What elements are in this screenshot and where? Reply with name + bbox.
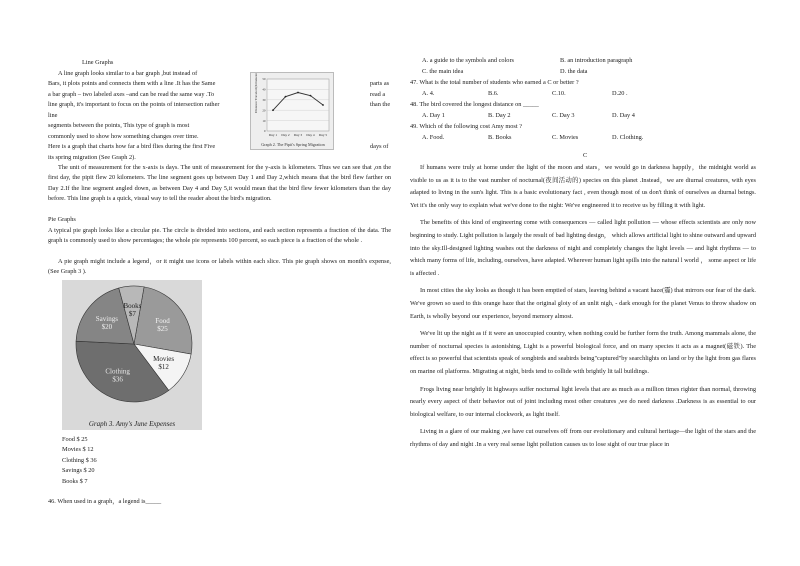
graph2-point (297, 92, 299, 94)
graph2-point (272, 109, 274, 111)
graph2-ylabel: Distance Traveled (Kilometers) (254, 73, 258, 113)
graph2-caption: Graph 2. The Pipit's Spring Migration (261, 142, 325, 147)
graph3-slice-value: $20 (101, 323, 113, 332)
graph3-svg (62, 280, 202, 430)
q46-option-a: A. a guide to the symbols and colors (422, 57, 514, 64)
graph3-slice-label: Food (155, 317, 170, 326)
graph2-point (285, 96, 287, 98)
para-legend: A pie graph might include a legend，or it might use icons or labels within each slice. This pie graph shows on month's expense, (See Graph 3 ). (48, 258, 391, 276)
q49-option-a: A. Food. (422, 134, 445, 141)
list-item: Movies $ 12 (62, 446, 94, 454)
right-frag3: than the (370, 101, 391, 108)
q47-option-c: C.10. (552, 90, 566, 97)
graph3-slice-label: Savings (95, 315, 118, 324)
passage-para-5: Frogs living near brightly lit highways suffer nocturnal light levels that are as much as a million times righter than normal, throwing nearly every aspect of their behavior out of joint including most other creatures ,we do need darkness .Darkness is as essential to our biological welfare, to our internal clockwork, as light itself. (410, 385, 756, 418)
q48-option-a: A. Day 1 (422, 112, 445, 119)
expense-list (62, 435, 97, 487)
graph2-plot-area (267, 79, 329, 131)
q46-option-b: B. an introduction paragraph (560, 57, 633, 64)
graph2-xtick-label: Day 3 (293, 133, 303, 137)
q48-option-b: B. Day 2 (488, 112, 511, 119)
question-48: 48. The bird covered the longest distance on _____ (410, 101, 539, 108)
passage-para-1: If humans were truly at home under the light of the moon and stars，we would go in darkness happily，the midnight world as visible to us as it is to the vast number of nocturnal(夜间活动的) species on this planet .Instead，we are diurnal creatures, with eyes adapted to living in the sun's light. This is a basic evolutionary fact , even though most of us don't think of ourselves as diurnal beings. Yet it's the only way to explain what we've done to the night: We've engineered it to receive us by filling it with light. (410, 164, 756, 209)
graph2-xtick-label: Day 5 (318, 133, 328, 137)
q49-option-c: C. Movies (552, 134, 579, 141)
passage-c-heading: C (583, 152, 588, 159)
graph2-line-chart (250, 72, 334, 150)
right-frag4: days of (370, 143, 389, 150)
question-47: 47. What is the total number of students who earned a C or better ? (410, 79, 579, 86)
para-pie: A typical pie graph looks like a circular pie. The circle is divided into sections, and each section represents a fraction of the data. The graph is commonly used to show percentages; the whole pie represents 100 percent, so each piece is a fraction of the whole . (48, 227, 391, 245)
para-xaxis: The unit of measurement for the x-axis is days. The unit of measurement for the y-axis is kilometers. Thus we can see that ,on the first day, the pipit flew 20 kilometers. The line segment goes up between Day 1 and Day 2,which means that the bird flew farther on Day 2.If the line segment angled down, as between Day 4 and Day 5,it would mean that the bird flew fewer kilometers than the day before. This line graph is a quick, visual way to tell the reader about the bird's migration. (48, 164, 391, 203)
q46-option-d: D. the data (560, 68, 588, 75)
q47-option-d: D.20 . (612, 90, 628, 97)
left-column (48, 0, 391, 566)
list-item: Savings $ 20 (62, 467, 95, 475)
line-graphs-heading: Line Graphs (82, 59, 114, 66)
pie-graphs-heading: Pie Graphs (48, 216, 76, 223)
graph3-slice-value: $25 (157, 325, 168, 334)
graph3-slice-value: $7 (128, 310, 136, 319)
q48-option-d: D. Day 4 (612, 112, 635, 119)
graph2-point (310, 95, 312, 97)
question-49: 49. Which of the following cost Amy most ? (410, 123, 522, 130)
graph3-slice-label: Movies (153, 355, 175, 364)
graph3-slice-label: Books (123, 302, 142, 311)
para-line3: a bar graph – two labeled axes –and can be read the same way .To (48, 91, 215, 98)
question-46: 46. When used in a graph，a legend is_____ (48, 498, 162, 505)
graph3-slice-value: $12 (158, 363, 169, 372)
graph2-xtick-label: Day 1 (268, 133, 278, 137)
passage-para-2: The benefits of this kind of engineering come with consequences — called light pollution — whose effects scientists are only now beginning to study. Light pollution is largely the result of bad lighting design， which allows artificial light to shine outward and upward into the sky.Ill-designed lighting washes out the darkness of night and completely changes the light levels — and light rhythms — to which many forms of life, including, ourselves, have adapted. Wherever human light spills into the natural l world ， some aspect or life is affected . (410, 219, 756, 277)
graph2-yticks (262, 77, 266, 133)
list-item: Books $ 7 (62, 477, 88, 485)
q47-option-a: A. 4. (422, 90, 435, 97)
graph3-caption: Graph 3. Amy's June Expenses (88, 420, 176, 428)
graph2-xtick-label: Day 4 (306, 133, 315, 137)
graph2-ytick-label: 20 (262, 108, 266, 113)
para-line4: line graph, it's important to focus on the points of intersection rather (48, 101, 220, 108)
para-line2: Bars, it plots points and connects them with a line .It has the Same (48, 80, 216, 87)
graph3-slice-value: $36 (112, 375, 123, 384)
graph2-ytick-label: 0 (263, 129, 266, 134)
q49-option-d: D. Clothing. (612, 134, 644, 141)
graph2-ytick-label: 10 (262, 118, 266, 123)
para-line1: A line graph looks similar to a bar graph ,but instead of (58, 70, 198, 77)
q47-option-b: B.6. (488, 90, 499, 97)
para-line9: its spring migration (See Graph 2). (48, 154, 136, 161)
graph3-slice-label: Clothing (105, 367, 130, 376)
passage-para-6: Living in a glare of our making ,we have cut ourselves off from our evolutionary and cultural heritage—the light of the stars and the rhythms of day and night .In a very real sense light pollution causes us to lose sight of our true place in (410, 428, 756, 448)
graph2-point (322, 104, 324, 106)
list-item: Food $ 25 (62, 436, 88, 443)
passage-c (410, 162, 756, 451)
passage-para-3: In most cities the sky looks as though it has been emptied of stars, leaving behind a vacant haze(霾) that mirrors our fear of the dark. We've grown so used to this orange haze that the original gloiy of an unlit nigh, - dark enough for the planet Venus to throw shadow on Earth, is wholly beyond our experience, beyond memory almost. (410, 287, 756, 320)
graph2-ytick-label: 40 (262, 87, 266, 92)
right-frag1: parts as (370, 80, 390, 87)
para-line7: commonly used to show how something changes over time. (48, 133, 199, 140)
passage-para-4: We've lit up the night as if it were an unoccupied country, when nothing could be further form the truth. Among mammals alone, the number of nocturnal species is astonishing, Light is a powerful biological force, and on many species it acts as a magnet(磁铁). The effect is so powerful that scientists speak of songbirds and seabirds being"captured"by searchlights on land or by the light from gas flares on marine oil platforms. Migrating at night, birds tend to collide with brightly lit tall buildings. (410, 330, 756, 375)
q46-option-c: C. the main idea (422, 68, 464, 75)
list-item: Clothing $ 36 (62, 456, 97, 464)
right-column (410, 0, 756, 566)
q49-option-b: B. Books (488, 134, 512, 141)
graph2-svg (251, 73, 333, 149)
graph2-ytick-label: 50 (262, 77, 266, 82)
para-line8: Here is a graph that charts how far a bird flies during the first Five (48, 143, 216, 150)
right-frag2: read a (370, 91, 386, 98)
para-line6: segments between the points, This type of graph is most (48, 122, 190, 129)
q48-option-c: C. Day 3 (552, 112, 575, 119)
graph2-ytick-label: 30 (262, 98, 266, 102)
para-line5: line (48, 112, 58, 119)
graph3-pie-chart (62, 280, 202, 430)
graph2-xtick-label: Day 2 (281, 133, 290, 137)
graph2-xticks (269, 133, 327, 137)
